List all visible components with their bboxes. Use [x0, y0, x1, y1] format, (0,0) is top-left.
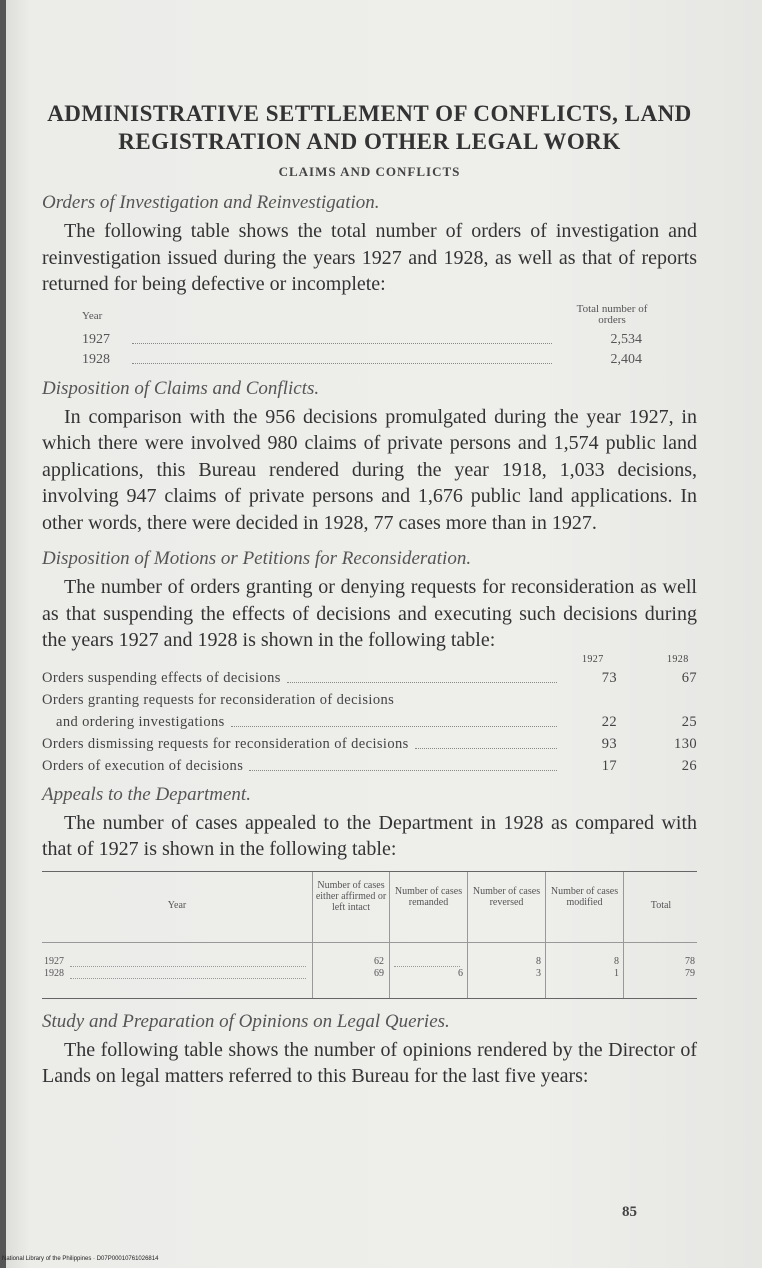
motions-row-1927: 22: [601, 713, 617, 730]
motions-row-1928: 26: [681, 757, 697, 774]
appeals-row-affirmed: 69: [374, 967, 384, 979]
appeals-row-remanded: 6: [458, 967, 463, 979]
column-divider: [623, 872, 624, 998]
orders-table-year-header: Year: [82, 309, 103, 322]
dot-leader: [70, 966, 306, 967]
appeals-header-total: Total: [650, 899, 672, 911]
orders-table-row: [82, 330, 642, 348]
section-title-orders: Orders of Investigation and Reinvestigation.: [42, 192, 380, 213]
appeals-header-remanded: Number of cases remanded: [394, 885, 463, 908]
column-divider: [545, 872, 546, 998]
orders-table-row: [82, 350, 642, 368]
dot-leader: [287, 682, 557, 683]
motions-row-1927: 73: [601, 669, 617, 686]
section-title-motions: Disposition of Motions or Petitions for Reconsideration.: [42, 548, 472, 569]
motions-row-1928: 130: [674, 735, 697, 752]
motions-row-label: Orders suspending effects of decisions: [42, 669, 281, 686]
content: [42, 100, 697, 1090]
section-title-appeals: Appeals to the Department.: [42, 783, 251, 805]
appeals-row-total: 78: [685, 955, 695, 967]
heading-line-1: ADMINISTRATIVE SETTLEMENT OF CONFLICTS, LAND: [47, 101, 692, 126]
dot-leader: [231, 726, 557, 727]
dot-leader: [415, 748, 557, 749]
appeals-row-total: 79: [685, 967, 695, 979]
paragraph-appeals: The number of cases appealed to the Department in 1928 as compared with that of 1927 is shown in the following table:: [42, 811, 697, 860]
motions-row-1928: 67: [681, 669, 697, 686]
appeals-header-modified: Number of cases modified: [550, 885, 619, 908]
motions-table: [42, 654, 697, 780]
main-heading: [42, 100, 697, 156]
column-divider: [467, 872, 468, 998]
appeals-header-reversed: Number of cases reversed: [472, 885, 541, 908]
paragraph-motions: The number of orders granting or denying requests for reconsideration as well as that suspending the effects of decisions and executing such decisions during the years 1927 and 1928 is shown in the following table:: [42, 576, 697, 651]
column-divider: [312, 872, 313, 998]
appeals-row-modified: 8: [614, 955, 619, 967]
dot-leader: [70, 978, 306, 979]
paragraph-orders: The following table shows the total number of orders of investigation and reinvestigation issued during the years 1927 and 1928, as well as that of reports returned for being defective or incomplete:: [42, 220, 697, 295]
page-number: 85: [622, 1204, 637, 1220]
dot-leader: [132, 343, 552, 344]
appeals-table: [42, 871, 697, 999]
motions-col-1928: 1928: [667, 653, 689, 665]
orders-row-year: 1928: [82, 351, 110, 367]
footer-credit: National Library of the Philippines · D07P00010761026814: [2, 1256, 159, 1262]
appeals-row-affirmed: 62: [374, 955, 384, 967]
appeals-header-year: Year: [167, 899, 187, 911]
motions-row-label: Orders granting requests for reconsideration of decisions: [42, 691, 395, 708]
motions-row-1928: 25: [681, 713, 697, 730]
section-title-opinions: Study and Preparation of Opinions on Legal Queries.: [42, 1010, 450, 1032]
motions-row: [42, 736, 697, 753]
motions-row-label: Orders of execution of decisions: [42, 757, 244, 774]
appeals-row-reversed: 8: [536, 955, 541, 967]
orders-row-total: 2,404: [610, 351, 642, 367]
orders-table-total-header: Total number of orders: [576, 302, 648, 326]
appeals-row-year: 1927: [44, 955, 64, 967]
appeals-row-year: 1928: [44, 967, 64, 979]
orders-row-total: 2,534: [610, 331, 642, 347]
dot-leader: [394, 966, 460, 967]
orders-table: [42, 304, 697, 376]
motions-row-label: Orders dismissing requests for reconsideration of decisions: [42, 735, 409, 752]
appeals-row-reversed: 3: [536, 967, 541, 979]
motions-row-continued: [42, 714, 697, 731]
motions-row: [42, 692, 697, 709]
orders-row-year: 1927: [82, 331, 110, 347]
dot-leader: [249, 770, 557, 771]
book-spine-shadow: [0, 0, 6, 1268]
appeals-row-modified: 1: [614, 967, 619, 979]
paragraph-opinions: The following table shows the number of opinions rendered by the Director of Lands on legal matters referred to this Bureau for the last five years:: [42, 1038, 697, 1087]
motions-row: [42, 670, 697, 687]
appeals-header-affirmed: Number of cases either affirmed or left intact: [315, 879, 387, 913]
heading-line-2: REGISTRATION AND OTHER LEGAL WORK: [118, 129, 621, 154]
motions-col-1927: 1927: [582, 653, 604, 665]
subheading: CLAIMS AND CONFLICTS: [278, 164, 461, 179]
paragraph-disposition: In comparison with the 956 decisions promulgated during the year 1927, in which there were involved 980 claims of private persons and 1,574 public land applications, this Bureau rendered during the year 1918, 1,033 decisions, involving 947 claims of private persons and 1,676 public land applications. In other words, there were decided in 1928, 77 cases more than in 1927.: [42, 405, 697, 534]
column-divider: [389, 872, 390, 998]
dot-leader: [132, 363, 552, 364]
motions-row-1927: 17: [601, 757, 617, 774]
motions-row-1927: 93: [601, 735, 617, 752]
section-title-disposition: Disposition of Claims and Conflicts.: [42, 377, 320, 399]
header-rule: [42, 942, 697, 943]
motions-row: [42, 758, 697, 775]
motions-row-label-continued: and ordering investigations: [56, 713, 225, 730]
